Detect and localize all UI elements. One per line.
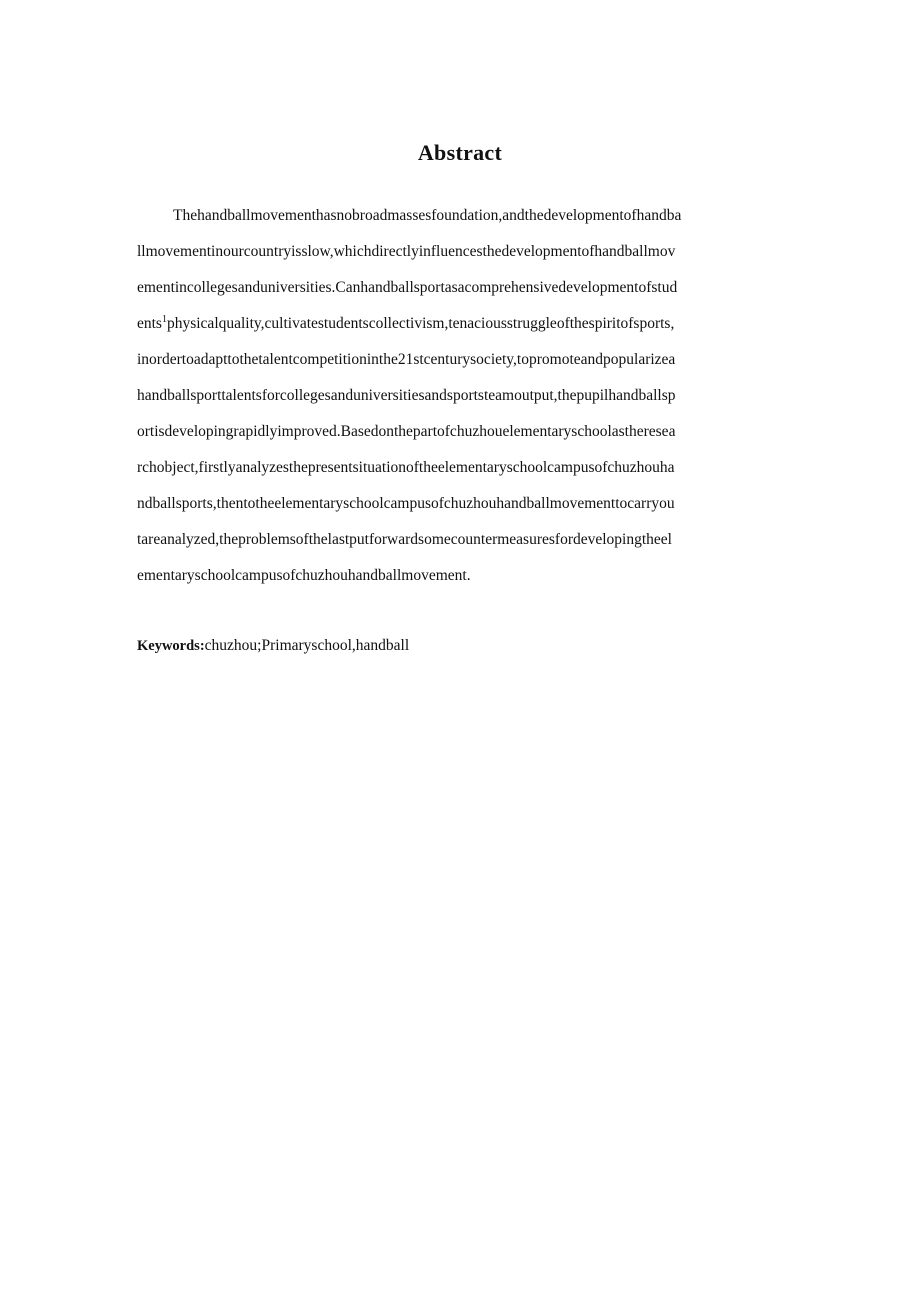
abstract-line-11: ementaryschoolcampusofchuzhouhandballmovement. [137, 567, 471, 584]
abstract-line-4 [137, 306, 787, 342]
abstract-line-8: rchobject,firstlyanalyzesthepresentsituationoftheelementaryschoolcampusofchuzhouha [137, 459, 675, 476]
abstract-line-1: Thehandballmovementhasnobroadmassesfoundation,andthedevelopmentofhandba [173, 207, 682, 224]
abstract-line-6: handballsporttalentsforcollegesanduniversitiesandsportsteamoutput,thepupilhandballsp [137, 387, 676, 404]
abstract-title: Abstract [417, 140, 503, 165]
abstract-line-2: llmovementinourcountryisslow,whichdirectlyinfluencesthedevelopmentofhandballmov [137, 243, 676, 260]
keywords-line [137, 632, 409, 660]
abstract-line-3: ementincollegesanduniversities.Canhandballsportasacomprehensivedevelopmentofstud [137, 279, 678, 296]
abstract-line-4-start: ents [137, 315, 162, 332]
keywords-label: Keywords: [137, 638, 205, 654]
footnote-marker: 1 [161, 313, 167, 325]
abstract-line-4-end: physicalquality,cultivatestudentscollectivism,tenaciousstruggleofthespiritofsports, [166, 315, 675, 332]
abstract-line-7: ortisdevelopingrapidlyimproved.Basedonthepartofchuzhouelementaryschoolastheresea [137, 423, 676, 440]
abstract-line-10: tareanalyzed,theproblemsofthelastputforwardsomecountermeasuresfordevelopingtheel [137, 531, 672, 548]
abstract-line-9: ndballsports,thentotheelementaryschoolcampusofchuzhouhandballmovementtocarryou [137, 495, 675, 512]
keywords-value: chuzhou;Primaryschool,handball [204, 637, 410, 654]
abstract-line-5: inordertoadapttothetalentcompetitioninthe21stcenturysociety,topromoteandpopularizea [137, 351, 676, 368]
abstract-body [137, 198, 787, 594]
